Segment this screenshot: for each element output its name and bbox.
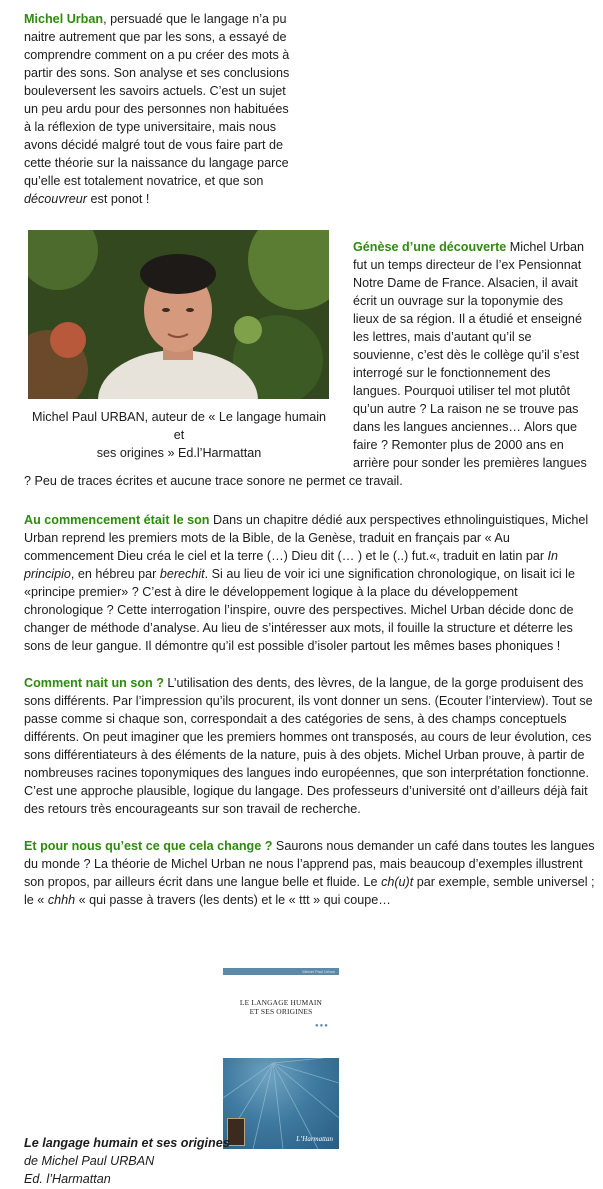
section-line: par exemple, semble universel ; [413, 875, 595, 889]
intro-line: comprendre comment on a pu créer des mots à [24, 48, 290, 62]
section-line: des retours très encourageants sur son travail de recherche. [24, 802, 361, 816]
section-line: sons différentiateurs à des éléments de la nature, puis à des objets. Michel Urban prouve, à partir de [24, 748, 585, 762]
section-line: Urban reprend les premiers mots de la Bible, de la Genèse, traduit en français par « Au [24, 531, 510, 545]
intro-italic-word: découvreur [24, 192, 88, 206]
italic-term: In [547, 549, 559, 563]
section-line: les lettres, mais d’autant qu’il se [353, 330, 532, 344]
book-title: Le langage humain et ses origines [24, 1136, 230, 1150]
section-line: langues. Pourquoi utiliser tel mot plutôt [353, 384, 571, 398]
intro-line: un peu ardu pour des personnes non habituées [24, 102, 289, 116]
intro-line: avons décidé malgré tout de vous faire part de [24, 138, 284, 152]
intro-lead-name: Michel Urban [24, 12, 104, 26]
intro-line: , persuadé que le langage n’a pu [103, 12, 287, 26]
section-line: dans les langues anciennes… Alors que [353, 420, 578, 434]
photo-caption [26, 408, 332, 462]
book-cover-artwork [223, 1058, 339, 1149]
section-line: son propos, par ailleurs écrit dans une langue belle et fluide. Le [24, 875, 382, 889]
section-line: faire ? Remonter plus de 2000 ans en [353, 438, 564, 452]
book-caption [24, 1134, 230, 1188]
section-line: L’utilisation des dents, des lèvres, de la langue, de la gorge produisent des [163, 676, 584, 690]
section-line: Dans un chapitre dédié aux perspectives ethnolinguistiques, Michel [209, 513, 589, 527]
section-line: sons différents. Par l’impression qu’ils procurent, ils vont donner un sens. (Ecouter l’interview). Tout se [24, 694, 593, 708]
book-cover-dots: ●●● [315, 1023, 329, 1029]
section-change [24, 837, 595, 909]
section-line: «principe premier» ? C’est à dire le développement logique à la place du développement [24, 585, 518, 599]
intro-line: à la réflexion de type universitaire, mais nous [24, 120, 277, 134]
author-photo-illustration [28, 230, 329, 399]
section-heading: Génèse d’une découverte [353, 240, 507, 254]
book-cover-title-line: LE LANGAGE HUMAIN [239, 998, 323, 1007]
section-line: , en hébreu par [70, 567, 160, 581]
section-genese [353, 238, 587, 472]
section-line: nombreuses racines toponymiques des langues indo européennes, que son interprétation fonctionne. [24, 766, 589, 780]
book-cover-title-line: ET SES ORIGINES [249, 1007, 313, 1016]
section-line: souvienne, c’est dès le collège qu’il s’est [353, 348, 580, 362]
italic-term: berechit [159, 567, 205, 581]
intro-paragraph [24, 10, 289, 208]
section-line: écrit un ouvrage sur la toponymie des [353, 294, 564, 308]
section-line: C’est une approche plausible, logique du langage. Des professeurs d’université ont d’ailleurs déjà fait [24, 784, 588, 798]
intro-line: cette théorie sur la naissance du langage parce [24, 156, 289, 170]
intro-line: est ponot ! [87, 192, 150, 206]
intro-line: qu’elle est totalement novatrice, et que son [24, 174, 264, 188]
italic-term: principio [24, 567, 71, 581]
section-line: Michel Urban [506, 240, 584, 254]
section-genese-tail [24, 472, 403, 490]
book-cover-title [223, 998, 339, 1016]
section-line: qu’un autre ? La raison ne se trouve pas [353, 402, 579, 416]
section-line: ? Peu de traces écrites et aucune trace sonore ne permet ce travail. [24, 474, 403, 488]
section-line: Notre Dame de France. Alsacien, il avait [353, 276, 578, 290]
section-line: le « [24, 893, 48, 907]
section-line: chronologique ? Cette interrogation l’inspire, ouvre des perspectives. Michel Urban décide donc de [24, 603, 574, 617]
section-line: « qui passe à travers (les dents) et le « ttt » qui coupe… [75, 893, 391, 907]
book-publisher: Ed. l’Harmattan [24, 1172, 111, 1186]
photo-caption-line: ses origines » Ed.l’Harmattan [96, 446, 262, 460]
section-line: changer de méthode d’analyse. Au lieu de s’intéresser aux mots, il fouille la structure et déterre les [24, 621, 573, 635]
section-line: lieux de sa région. Il a étudié et enseigné [353, 312, 582, 326]
section-heading: Et pour nous qu’est ce que cela change ? [24, 839, 273, 853]
section-line: fut un temps directeur de l’ex Pensionnat [353, 258, 582, 272]
section-line: sons de leur gangue. Il démontre qu’il est possible d’isoler partout les mêmes bases phoniques ! [24, 639, 561, 653]
section-line: passe comme si chaque son, correspondait a des catégories de sens, à des champs conceptuels [24, 712, 567, 726]
section-line: Saurons nous demander un café dans toutes les langues [272, 839, 595, 853]
section-line: . Si au lieu de voir ici une signification chronologique, on lisait ici le [204, 567, 575, 581]
section-heading: Au commencement était le son [24, 513, 210, 527]
book-cover-publisher: L’Harmattan [296, 1135, 333, 1143]
italic-term: ch(u)t [381, 875, 414, 889]
photo-caption-line: Michel Paul URBAN, auteur de « Le langage humain et [31, 410, 327, 442]
book-author: de Michel Paul URBAN [24, 1154, 155, 1168]
section-line: arrière pour sonder les premières langues [353, 456, 587, 470]
intro-line: bouleversent les savoirs actuels. C’est un sujet [24, 84, 286, 98]
section-son [24, 674, 593, 818]
section-heading: Comment nait un son ? [24, 676, 164, 690]
book-cover-author: Michel Paul Urban [302, 969, 335, 974]
author-photo [28, 230, 329, 399]
section-line: interrogé sur le fonctionnement des [353, 366, 551, 380]
section-line: différents. On peut imaginer que les premiers hommes ont transposés, au cours de leur évolution, ces [24, 730, 592, 744]
intro-line: partir des sons. Son analyse et ses conclusions [24, 66, 290, 80]
italic-term: chhh [47, 893, 76, 907]
book-cover-top-band [223, 968, 339, 975]
book-cover [223, 968, 339, 1149]
section-line: du monde ? La théorie de Michel Urban ne nous l’apprend pas, mais beaucoup d’exemples illustrent [24, 857, 583, 871]
section-commencement [24, 511, 588, 655]
intro-line: naitre autrement que par les sons, a essayé de [24, 30, 287, 44]
section-line: commencement Dieu créa le ciel et la terre (…) Dieu dit (… ) et le (..) fut.«, traduit en latin par [24, 549, 548, 563]
